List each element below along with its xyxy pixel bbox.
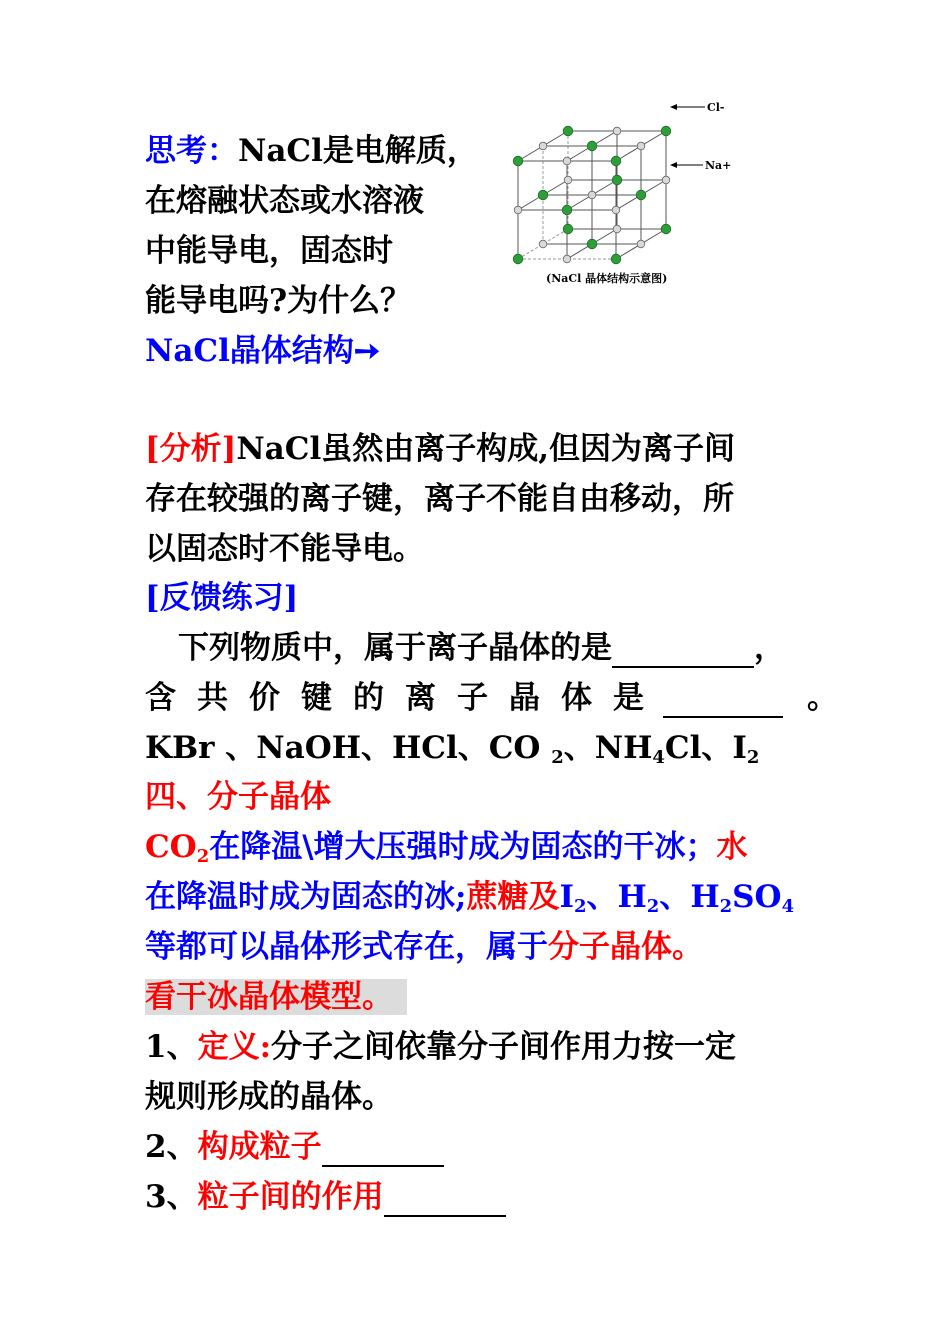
cl-ion xyxy=(538,190,548,200)
cl-ion xyxy=(611,156,621,166)
nacl-crystal-figure xyxy=(500,95,740,290)
na-ion xyxy=(637,142,645,150)
analysis-line-1 xyxy=(145,429,735,469)
na-ion xyxy=(514,206,522,214)
item-3-label: 粒子间的作用 xyxy=(197,1179,384,1215)
think-line-2: 在熔融状态或水溶液 xyxy=(145,183,424,219)
cl-ion xyxy=(562,205,572,215)
na-label: Na+ xyxy=(705,159,732,172)
na-ion xyxy=(662,176,670,184)
h2so4-h-sub: 2 xyxy=(719,896,733,917)
think-text: NaCl是电解质， xyxy=(238,133,478,169)
na-ion xyxy=(613,225,621,233)
section-4-line-2 xyxy=(145,877,794,927)
section-4-title: 四、分子晶体 xyxy=(145,779,331,815)
structure-label: NaCl晶体结构 xyxy=(145,333,354,369)
na-ion xyxy=(588,191,596,199)
feedback-question-2 xyxy=(145,678,838,718)
analysis-text: NaCl虽然由离子构成,但因为离子间 xyxy=(236,431,736,467)
item-2-line xyxy=(145,1127,444,1167)
cl-ion xyxy=(587,141,597,151)
cl-ion xyxy=(661,224,671,234)
na-ion xyxy=(563,157,571,165)
h2so4-so-text: SO xyxy=(732,879,782,915)
think-line-3: 中能导电，固态时 xyxy=(145,233,393,269)
answer-blank-3[interactable] xyxy=(322,1135,444,1167)
substance-list xyxy=(145,728,759,778)
structure-label-line xyxy=(145,331,380,371)
h2-text: 、H xyxy=(586,879,647,915)
co2-sub: 2 xyxy=(196,846,210,867)
right-arrow-icon: ➙ xyxy=(353,333,380,369)
definition-line-1 xyxy=(145,1027,736,1067)
item-2-number: 2、 xyxy=(145,1129,198,1165)
substance-sub-b: 4 xyxy=(652,747,665,768)
think-line-4: 能导电吗?为什么？ xyxy=(145,283,412,319)
na-ion xyxy=(613,127,621,135)
na-ion xyxy=(539,240,547,248)
cl-ion xyxy=(587,239,597,249)
think-label: 思考： xyxy=(145,133,238,169)
definition-label: 定义: xyxy=(197,1029,272,1065)
feedback-question-1 xyxy=(178,628,785,668)
figure-caption: (NaCl 晶体结构示意图) xyxy=(546,272,668,285)
item-2-label: 构成粒子 xyxy=(197,1129,322,1165)
answer-blank-4[interactable] xyxy=(384,1185,506,1217)
question-1-text: 下列物质中，属于离子晶体的是 xyxy=(178,630,612,666)
substance-text-b: 、NH xyxy=(563,730,653,766)
definition-line-2: 规则形成的晶体。 xyxy=(145,1079,393,1115)
section-4-line-3 xyxy=(145,927,703,967)
substance-text-c: Cl、I xyxy=(664,730,747,766)
na-ion xyxy=(539,142,547,150)
model-note: 看干冰晶体模型。 xyxy=(145,979,407,1015)
question-1-end: ， xyxy=(754,630,785,666)
cl-label: Cl- xyxy=(707,101,725,114)
substance-sub-a: 2 xyxy=(551,747,564,768)
cl-ion xyxy=(612,175,622,185)
i2-sub: 2 xyxy=(573,896,587,917)
section-4-l3-red: 分子晶体。 xyxy=(548,929,703,965)
h2so4-h-text: 、H xyxy=(659,879,720,915)
substance-sub-c: 2 xyxy=(746,747,760,768)
cl-ion xyxy=(513,156,523,166)
na-ion xyxy=(563,255,571,263)
think-line-1 xyxy=(145,131,478,171)
definition-text-1: 分子之间依靠分子间作用力按一定 xyxy=(271,1029,737,1065)
analysis-line-3: 以固态时不能导电。 xyxy=(145,531,424,567)
question-2-end: 。 xyxy=(807,680,838,716)
definition-number: 1、 xyxy=(145,1029,198,1065)
substance-text-a: KBr 、NaOH、HCl、CO xyxy=(145,730,552,766)
analysis-line-2: 存在较强的离子键，离子不能自由移动，所 xyxy=(145,481,734,517)
answer-blank-1[interactable] xyxy=(612,636,754,668)
section-4-l1-blue: 在降温\增大压强时成为固态的干冰； xyxy=(209,829,717,865)
section-4-l2-red: 蔗糖及 xyxy=(466,879,560,915)
h2-sub: 2 xyxy=(646,896,660,917)
section-4-l1-red: 水 xyxy=(716,829,748,865)
na-arrow-icon xyxy=(670,162,677,168)
cl-ion xyxy=(661,126,671,136)
model-note-line xyxy=(145,977,407,1017)
item-3-number: 3、 xyxy=(145,1179,198,1215)
cl-ion xyxy=(563,126,573,136)
na-ion xyxy=(637,240,645,248)
section-4-l3-blue: 等都可以晶体形式存在，属于 xyxy=(145,929,548,965)
cl-ion xyxy=(513,254,523,264)
na-ion xyxy=(564,176,572,184)
feedback-title: [反馈练习] xyxy=(145,580,299,616)
na-ion xyxy=(612,206,620,214)
section-4-l2-blue: 在降温时成为固态的冰; xyxy=(145,879,467,915)
section-4-line-1 xyxy=(145,827,748,877)
cl-ion xyxy=(636,190,646,200)
cl-ion xyxy=(563,224,573,234)
question-2-text: 含共价键的离子晶体是 xyxy=(145,680,665,716)
answer-blank-2[interactable] xyxy=(663,686,783,718)
h2so4-so-sub: 4 xyxy=(781,896,795,917)
co2-text: CO xyxy=(145,829,197,865)
crystal-atoms xyxy=(513,126,671,264)
analysis-label: [分析] xyxy=(145,431,237,467)
item-3-line xyxy=(145,1177,506,1217)
cl-ion xyxy=(611,254,621,264)
i2-text: I xyxy=(559,879,574,915)
cl-arrow-icon xyxy=(670,104,677,110)
